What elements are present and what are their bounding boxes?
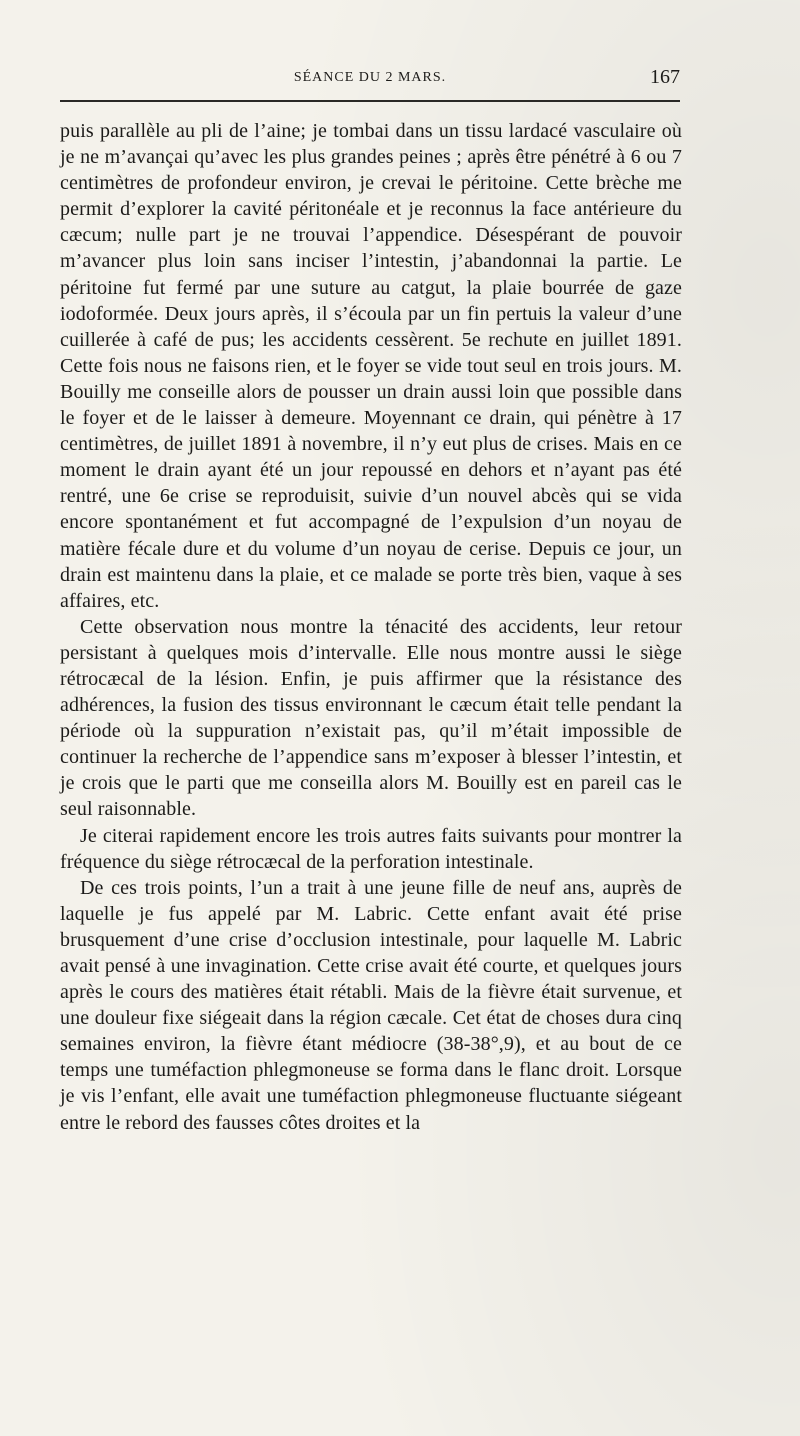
running-head (60, 66, 680, 96)
header-rule (60, 100, 680, 102)
paragraph: Cette observation nous montre la ténacité des accidents, leur retour persistant à quelques mois d’intervalle. Elle nous montre aussi le siège rétrocæcal de la lésion. Enfin, je puis affirmer que la résistance des adhérences, la fusion des tissus environnant le cæcum était telle pendant la période où la suppuration n’existait pas, qu’il m’était impossible de continuer la recherche de l’appendice sans m’exposer à blesser l’intestin, et je crois que le parti que me conseilla alors M. Bouilly est en pareil cas le seul raisonnable. (60, 615, 682, 821)
running-title: SÉANCE DU 2 MARS. (293, 70, 447, 85)
page-number: 167 (650, 66, 680, 88)
paragraph: Je citerai rapidement encore les trois autres faits suivants pour montrer la fréquence du siège rétrocæcal de la perforation intestinale. (60, 824, 682, 873)
body-text (60, 118, 682, 1136)
paragraph: De ces trois points, l’un a trait à une jeune fille de neuf ans, auprès de laquelle je fus appelé par M. Labric. Cette enfant avait été prise brusquement d’une crise d’occlusion intestinale, pour laquelle M. Labric avait pensé à une invagination. Cette crise avait été courte, et quelques jours après le cours des matières était rétabli. Mais de la fièvre était survenue, et une douleur fixe siégeait dans la région cæcale. Cet état de choses dura cinq semaines environ, la fièvre étant médiocre (38-38°,9), et au bout de ce temps une tuméfaction phlegmoneuse se forma dans le flanc droit. Lorsque je vis l’enfant, elle avait une tuméfaction phlegmoneuse fluctuante siégeant entre le rebord des fausses côtes droites et la (60, 876, 682, 1134)
paragraph-continued: puis parallèle au pli de l’aine; je tombai dans un tissu lardacé vasculaire où je ne m’avançai qu’avec les plus grandes peines ; après être pénétré à 6 ou 7 centimètres de profondeur environ, je crevai le péritoine. Cette brèche me permit d’explorer la cavité péritonéale et je reconnus la face antérieure du cæcum; nulle part je ne trouvai l’appendice. Désespérant de pouvoir m’avancer plus loin sans inciser l’intestin, j’abandonnai la partie. Le péritoine fut fermé par une suture au catgut, la plaie bourrée de gaze iodoformée. Deux jours après, il s’écoula par un fin pertuis la valeur d’une cuillerée à café de pus; les accidents cessèrent. 5e rechute en juillet 1891. Cette fois nous ne faisons rien, et le foyer se vide tout seul en trois jours. M. Bouilly me conseille alors de pousser un drain aussi loin que possible dans le foyer et de le laisser à demeure. Moyennant ce drain, qui pénètre à 17 centimètres, de juillet 1891 à novembre, il n’y eut plus de crises. Mais en ce moment le drain ayant été un jour repoussé en dehors et n’ayant pas été rentré, une 6e crise se reproduisit, suivie d’un nouvel abcès qui se vida encore spontanément et fut accompagné de l’expulsion d’un noyau de matière fécale dure et du volume d’un noyau de cerise. Depuis ce jour, un drain est maintenu dans la plaie, et ce malade se porte très bien, vaque à ses affaires, etc. (60, 120, 682, 612)
